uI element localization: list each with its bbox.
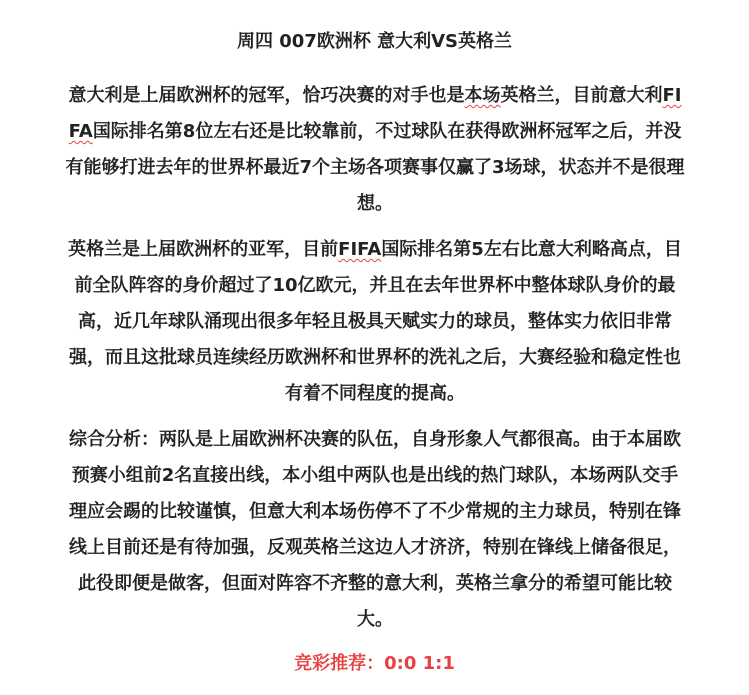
paragraph-italy [42,78,708,222]
text-span: 国际排名第8位左右还是比较靠前，不过球队在获得欧洲杯冠军之后，并没 [92,121,682,142]
paragraph-line: 强，而且这批球员连续经历欧洲杯和世界杯的洗礼之后，大赛经验和稳定性也 [69,347,681,368]
paragraph-line [42,114,708,150]
paragraph-line: 高，近几年球队涌现出很多年轻且极具天赋实力的球员，整体实力依旧非常 [78,311,672,332]
paragraph-line: 预赛小组前2名直接出线，本小组中两队也是出线的热门球队，本场两队交手 [71,465,679,486]
paragraph-england [42,232,708,412]
paragraph-line: 有着不同程度的提高。 [285,383,465,404]
paragraph-line: 理应会踢的比较谨慎，但意大利本场伤停不了不少常规的主力球员，特别在锋 [69,501,681,522]
text-span: 国际排名第5左右比意大利略高点，目 [381,239,682,260]
paragraph-line: 大。 [357,609,393,630]
paragraph-line [42,232,708,268]
text-span: 英格兰，目前意大利 [500,85,663,106]
spellcheck-marked-text[interactable]: 本场 [464,85,501,106]
paragraph-line: 前全队阵容的身价超过了10亿欧元，并且在去年世界杯中整体球队身价的最 [74,275,676,296]
paragraph-line [42,78,708,114]
spellcheck-marked-text[interactable]: FIFA [338,239,382,260]
text-span: 意大利是上届欧洲杯的冠军，恰巧决赛的对手也是 [68,85,465,106]
paragraph-line: 此役即便是做客，但面对阵容不齐整的意大利，英格兰拿分的希望可能比较 [78,573,672,594]
article-title: 周四 007欧洲杯 意大利VS英格兰 [237,31,512,52]
paragraph-line: 想。 [357,193,393,214]
paragraph-line: 有能够打进去年的世界杯最近7个主场各项赛事仅赢了3场球，状态并不是很理 [65,157,685,178]
text-span: 英格兰是上届欧洲杯的亚军，目前 [68,239,339,260]
spellcheck-marked-text[interactable]: FA [68,121,93,142]
betting-recommendation: 竞彩推荐：0:0 1:1 [294,653,455,674]
paragraph-analysis [42,422,708,638]
spellcheck-marked-text[interactable]: FI [662,85,682,106]
paragraph-line: 线上目前还是有待加强，反观英格兰这边人才济济，特别在锋线上储备很足， [69,537,681,558]
paragraph-line: 综合分析：两队是上届欧洲杯决赛的队伍，自身形象人气都很高。由于本届欧 [69,429,681,450]
